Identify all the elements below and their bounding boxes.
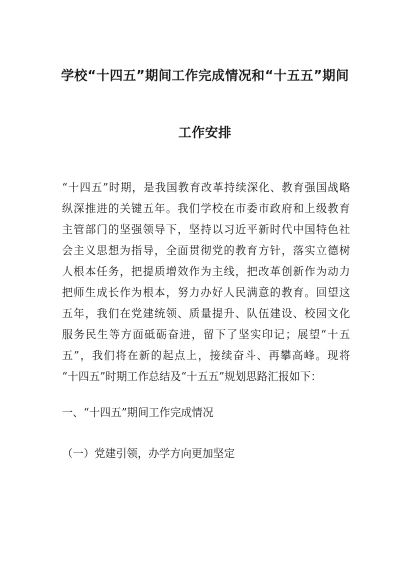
intro-paragraph-line-2: 纵深推进的关键五年。我们学校在市委市政府和上级教育 bbox=[62, 202, 350, 215]
document-title-line-1: 学校“十四五”期间工作完成情况和“十五五”期间 bbox=[60, 69, 350, 84]
intro-paragraph-line-5: 人根本任务，把提质增效作为主线，把改革创新作为动力 bbox=[62, 265, 350, 278]
intro-paragraph-line-6: 把师生成长作为根本，努力办好人民满意的教育。回望这 bbox=[62, 286, 350, 299]
intro-paragraph-line-7: 五年，我们在党建统领、质量提升、队伍建设、校园文化 bbox=[62, 307, 350, 320]
section-heading: 一、“十四五”期间工作完成情况 bbox=[62, 406, 214, 419]
intro-paragraph-line-10: “十四五”时期工作总结及“十五五”规划思路汇报如下： bbox=[62, 370, 322, 383]
document-title-line-2: 工作安排 bbox=[178, 126, 232, 141]
subsection-heading: （一）党建引领，办学方向更加坚定 bbox=[62, 447, 235, 460]
intro-paragraph-line-3: 主管部门的坚强领导下，坚持以习近平新时代中国特色社 bbox=[62, 223, 350, 236]
intro-paragraph-line-8: 服务民生等方面砥砺奋进，留下了坚实印记；展望“十五 bbox=[62, 328, 350, 341]
intro-paragraph-line-9: 五”，我们将在新的起点上，接续奋斗、再攀高峰。现将 bbox=[62, 349, 350, 362]
intro-paragraph-line-4: 会主义思想为指导，全面贯彻党的教育方针，落实立德树 bbox=[62, 244, 350, 257]
intro-paragraph-line-1: “十四五”时期，是我国教育改革持续深化、教育强国战略 bbox=[62, 181, 350, 194]
